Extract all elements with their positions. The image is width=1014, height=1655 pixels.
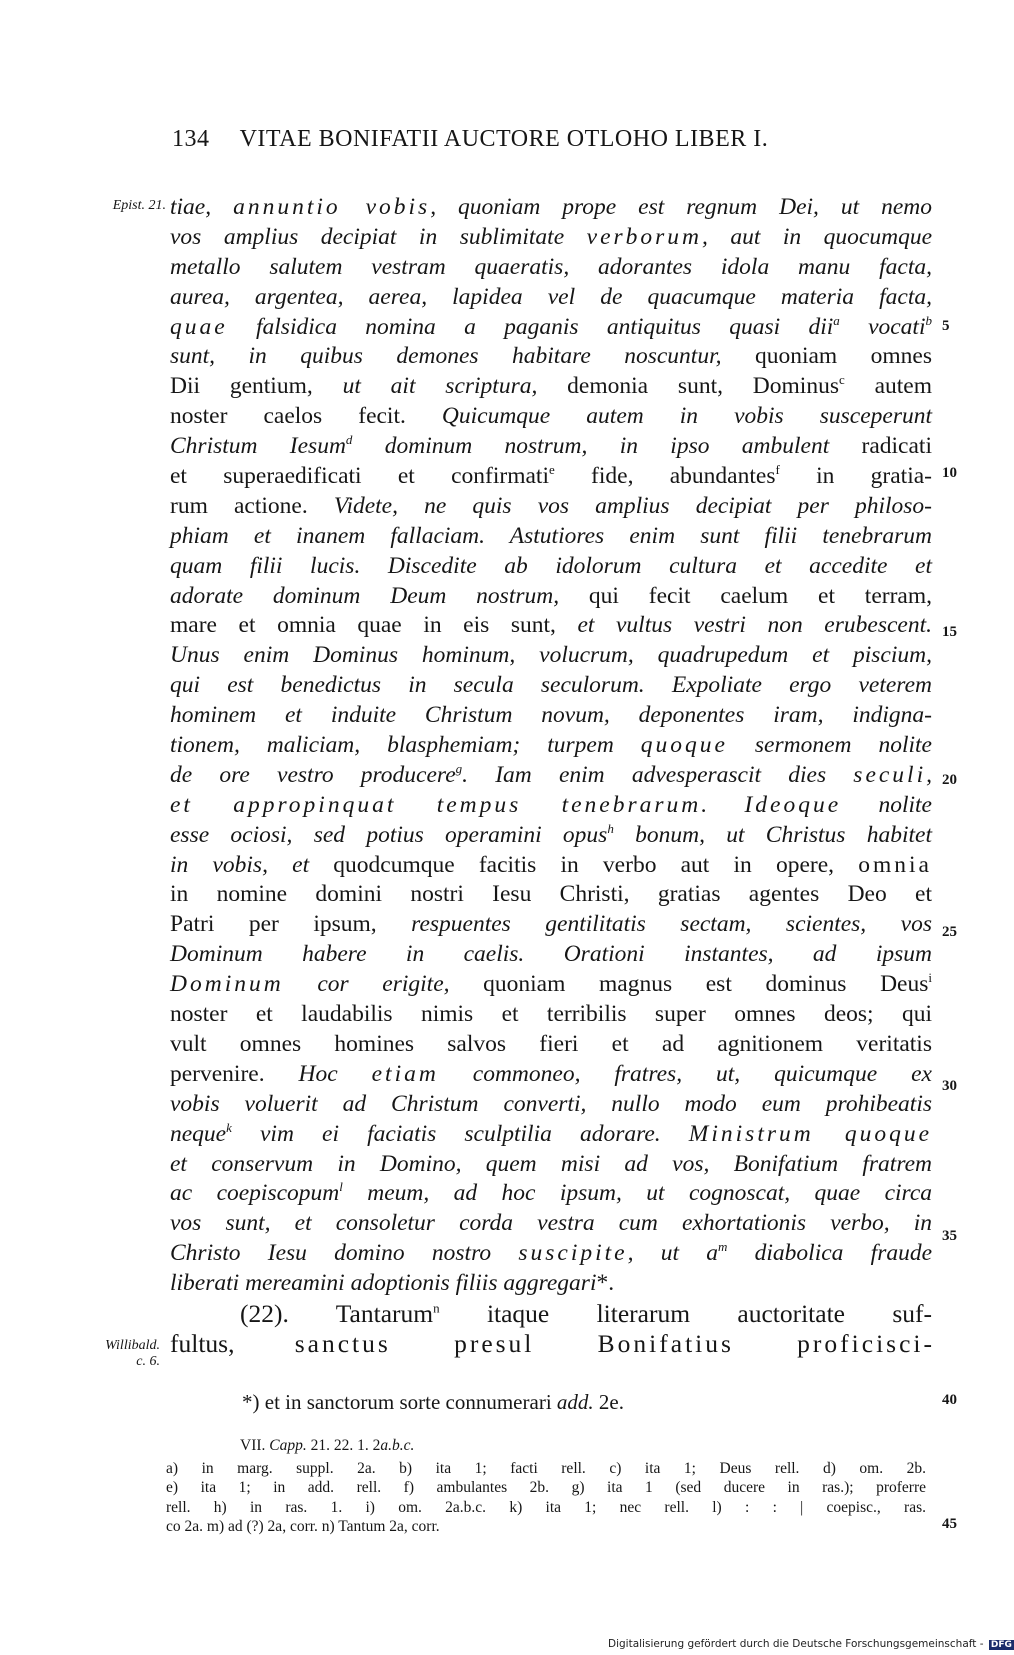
critical-apparatus <box>166 1436 926 1537</box>
text-line: mare et omnia quae in eis sunt, et vultus vestri non erubescent. <box>170 612 932 639</box>
main-text <box>170 193 932 1359</box>
text-line: pervenire. Hoc etiam commoneo, fratres, ut, quicumque ex <box>170 1060 932 1087</box>
text-line: et appropinquat tempus tenebrarum. Ideoque nolite <box>170 791 932 818</box>
margin-note-willibald: Willibald. c. 6. <box>105 1338 160 1369</box>
text-line: noster caelos fecit. Quicumque autem in vobis susceperunt <box>170 403 932 430</box>
text-line: aurea, argentea, aerea, lapidea vel de quacumque materia facta, <box>170 283 932 310</box>
line-number: 5 <box>942 318 950 334</box>
line-number: 20 <box>942 772 957 788</box>
text-line: liberati mereamini adoptionis filiis aggregari*. <box>170 1270 615 1297</box>
digitization-credit: Digitalisierung gefördert durch die Deutsche Forschungsgemeinschaft - DFG <box>608 1638 1012 1650</box>
text-line: in vobis, et quodcumque facitis in verbo aut in opere, omnia <box>170 851 932 878</box>
line-number: 40 <box>942 1392 957 1408</box>
apparatus-row: e) ita 1; in add. rell. f) ambulantes 2b. g) ita 1 (sed ducere in ras.); proferre <box>166 1479 926 1496</box>
text-line: hominem et induite Christum novum, deponentes iram, indigna- <box>170 702 932 729</box>
text-line: fultus, sanctus presul Bonifatius proficisci- <box>170 1328 932 1358</box>
text-line: tiae, annuntio vobis, quoniam prope est regnum Dei, ut nemo <box>170 194 932 220</box>
text-line: Unus enim Dominus hominum, volucrum, quadrupedum et piscium, <box>170 642 932 669</box>
line-number: 45 <box>942 1516 957 1532</box>
apparatus-row: rell. h) in ras. 1. i) om. 2a.b.c. k) ita 1; nec rell. l) : : | coepisc., ras. <box>166 1498 926 1516</box>
text-line: esse ociosi, sed potius operamini opus$^h$ bonum, ut Christus habitet <box>170 820 932 848</box>
text-line: qui est benedictus in secula seculorum. Expoliate ergo veterem <box>170 672 932 699</box>
text-line: Christum Iesum$^d$ dominum nostrum, in ipso ambulent radicati <box>170 432 932 460</box>
apparatus-row: co 2a. m) ad (?) 2a, corr. n) Tantum 2a, corr. <box>166 1518 440 1535</box>
text-line: et superaedificati et confirmati$^e$ fide, abundantes$^f$ in gratia- <box>170 462 932 490</box>
text-line: ac coepiscopum$^l$ meum, ad hoc ipsum, ut cognoscat, quae circa <box>170 1179 932 1207</box>
line-number: 25 <box>942 924 957 940</box>
page-number: 134 <box>172 126 210 152</box>
running-title: VITAE BONIFATII AUCTORE OTLOHO LIBER I. <box>239 126 769 152</box>
text-line: vobis voluerit ad Christum converti, nullo modo eum prohibeatis <box>170 1090 932 1117</box>
text-line: (22). Tantarum$^n$ itaque literarum auctoritate suf- <box>240 1298 932 1328</box>
text-line: sunt, in quibus demones habitare noscuntur, quoniam omnes <box>170 343 933 370</box>
text-line: Dominum habere in caelis. Orationi instantes, ad ipsum <box>170 941 932 968</box>
line-number: 30 <box>942 1078 957 1094</box>
text-line: Patri per ipsum, respuentes gentilitatis sectam, scientes, vos <box>170 911 932 938</box>
text-line: et conservum in Domino, quem misi ad vos, Bonifatium fratrem <box>170 1150 932 1177</box>
text-line: metallo salutem vestram quaeratis, adorantes idola manu facta, <box>170 253 932 280</box>
text-line: de ore vestro producere$^g$. Iam enim advesperascit dies seculi, <box>170 761 932 788</box>
dfg-logo-icon: DFG <box>990 1640 1012 1650</box>
text-line: Dominum cor erigite, quoniam magnus est dominus Deus$^i$ <box>170 970 932 998</box>
apparatus-row: a) in marg. suppl. 2a. b) ita 1; facti rell. c) ita 1; Deus rell. d) om. 2b. <box>166 1459 926 1477</box>
text-line: quae falsidica nomina a paganis antiquitus quasi dii$^a$ vocati$^b$ <box>170 312 932 340</box>
line-number: 10 <box>942 465 957 481</box>
apparatus-heading: VII. Capp. 21. 22. 1. 2a.b.c. <box>240 1437 415 1454</box>
text-line: vos amplius decipiat in sublimitate verborum, aut in quocumque <box>170 223 933 250</box>
text-line: phiam et inanem fallaciam. Astutiores enim sunt filii tenebrarum <box>170 522 932 549</box>
text-line: rum actione. Videte, ne quis vos amplius decipiat per philoso- <box>170 492 932 519</box>
text-line: noster et laudabilis nimis et terribilis super omnes deos; qui <box>170 1001 932 1028</box>
margin-note-epist: Epist. 21. <box>112 198 166 213</box>
text-line: vult omnes homines salvos fieri et ad agnitionem veritatis <box>170 1030 932 1057</box>
text-line: vos sunt, et consoletur corda vestra cum exhortationis verbo, in <box>170 1210 932 1237</box>
text-line: neque$^k$ vim ei faciatis sculptilia adorare. Ministrum quoque <box>170 1119 933 1147</box>
text-line: Christo Iesu domino nostro suscipite, ut $a^m$ diabolica fraude <box>170 1239 933 1267</box>
line-number: 15 <box>942 624 957 640</box>
text-line: in nomine domini nostri Iesu Christi, gratias agentes Deo et <box>170 881 932 908</box>
text-line: Dii gentium, ut ait scriptura, demonia sunt, Dominus$^c$ autem <box>170 372 932 400</box>
running-header <box>172 126 768 153</box>
line-number: 35 <box>942 1228 957 1244</box>
text-line: adorate dominum Deum nostrum, qui fecit caelum et terram, <box>170 582 932 609</box>
text-line: quam filii lucis. Discedite ab idolorum cultura et accedite et <box>170 552 932 579</box>
footnote-star: *) et in sanctorum sorte connumerari add. 2e. <box>242 1390 624 1414</box>
text-line: tionem, maliciam, blasphemiam; turpem quoque sermonem nolite <box>170 732 932 759</box>
